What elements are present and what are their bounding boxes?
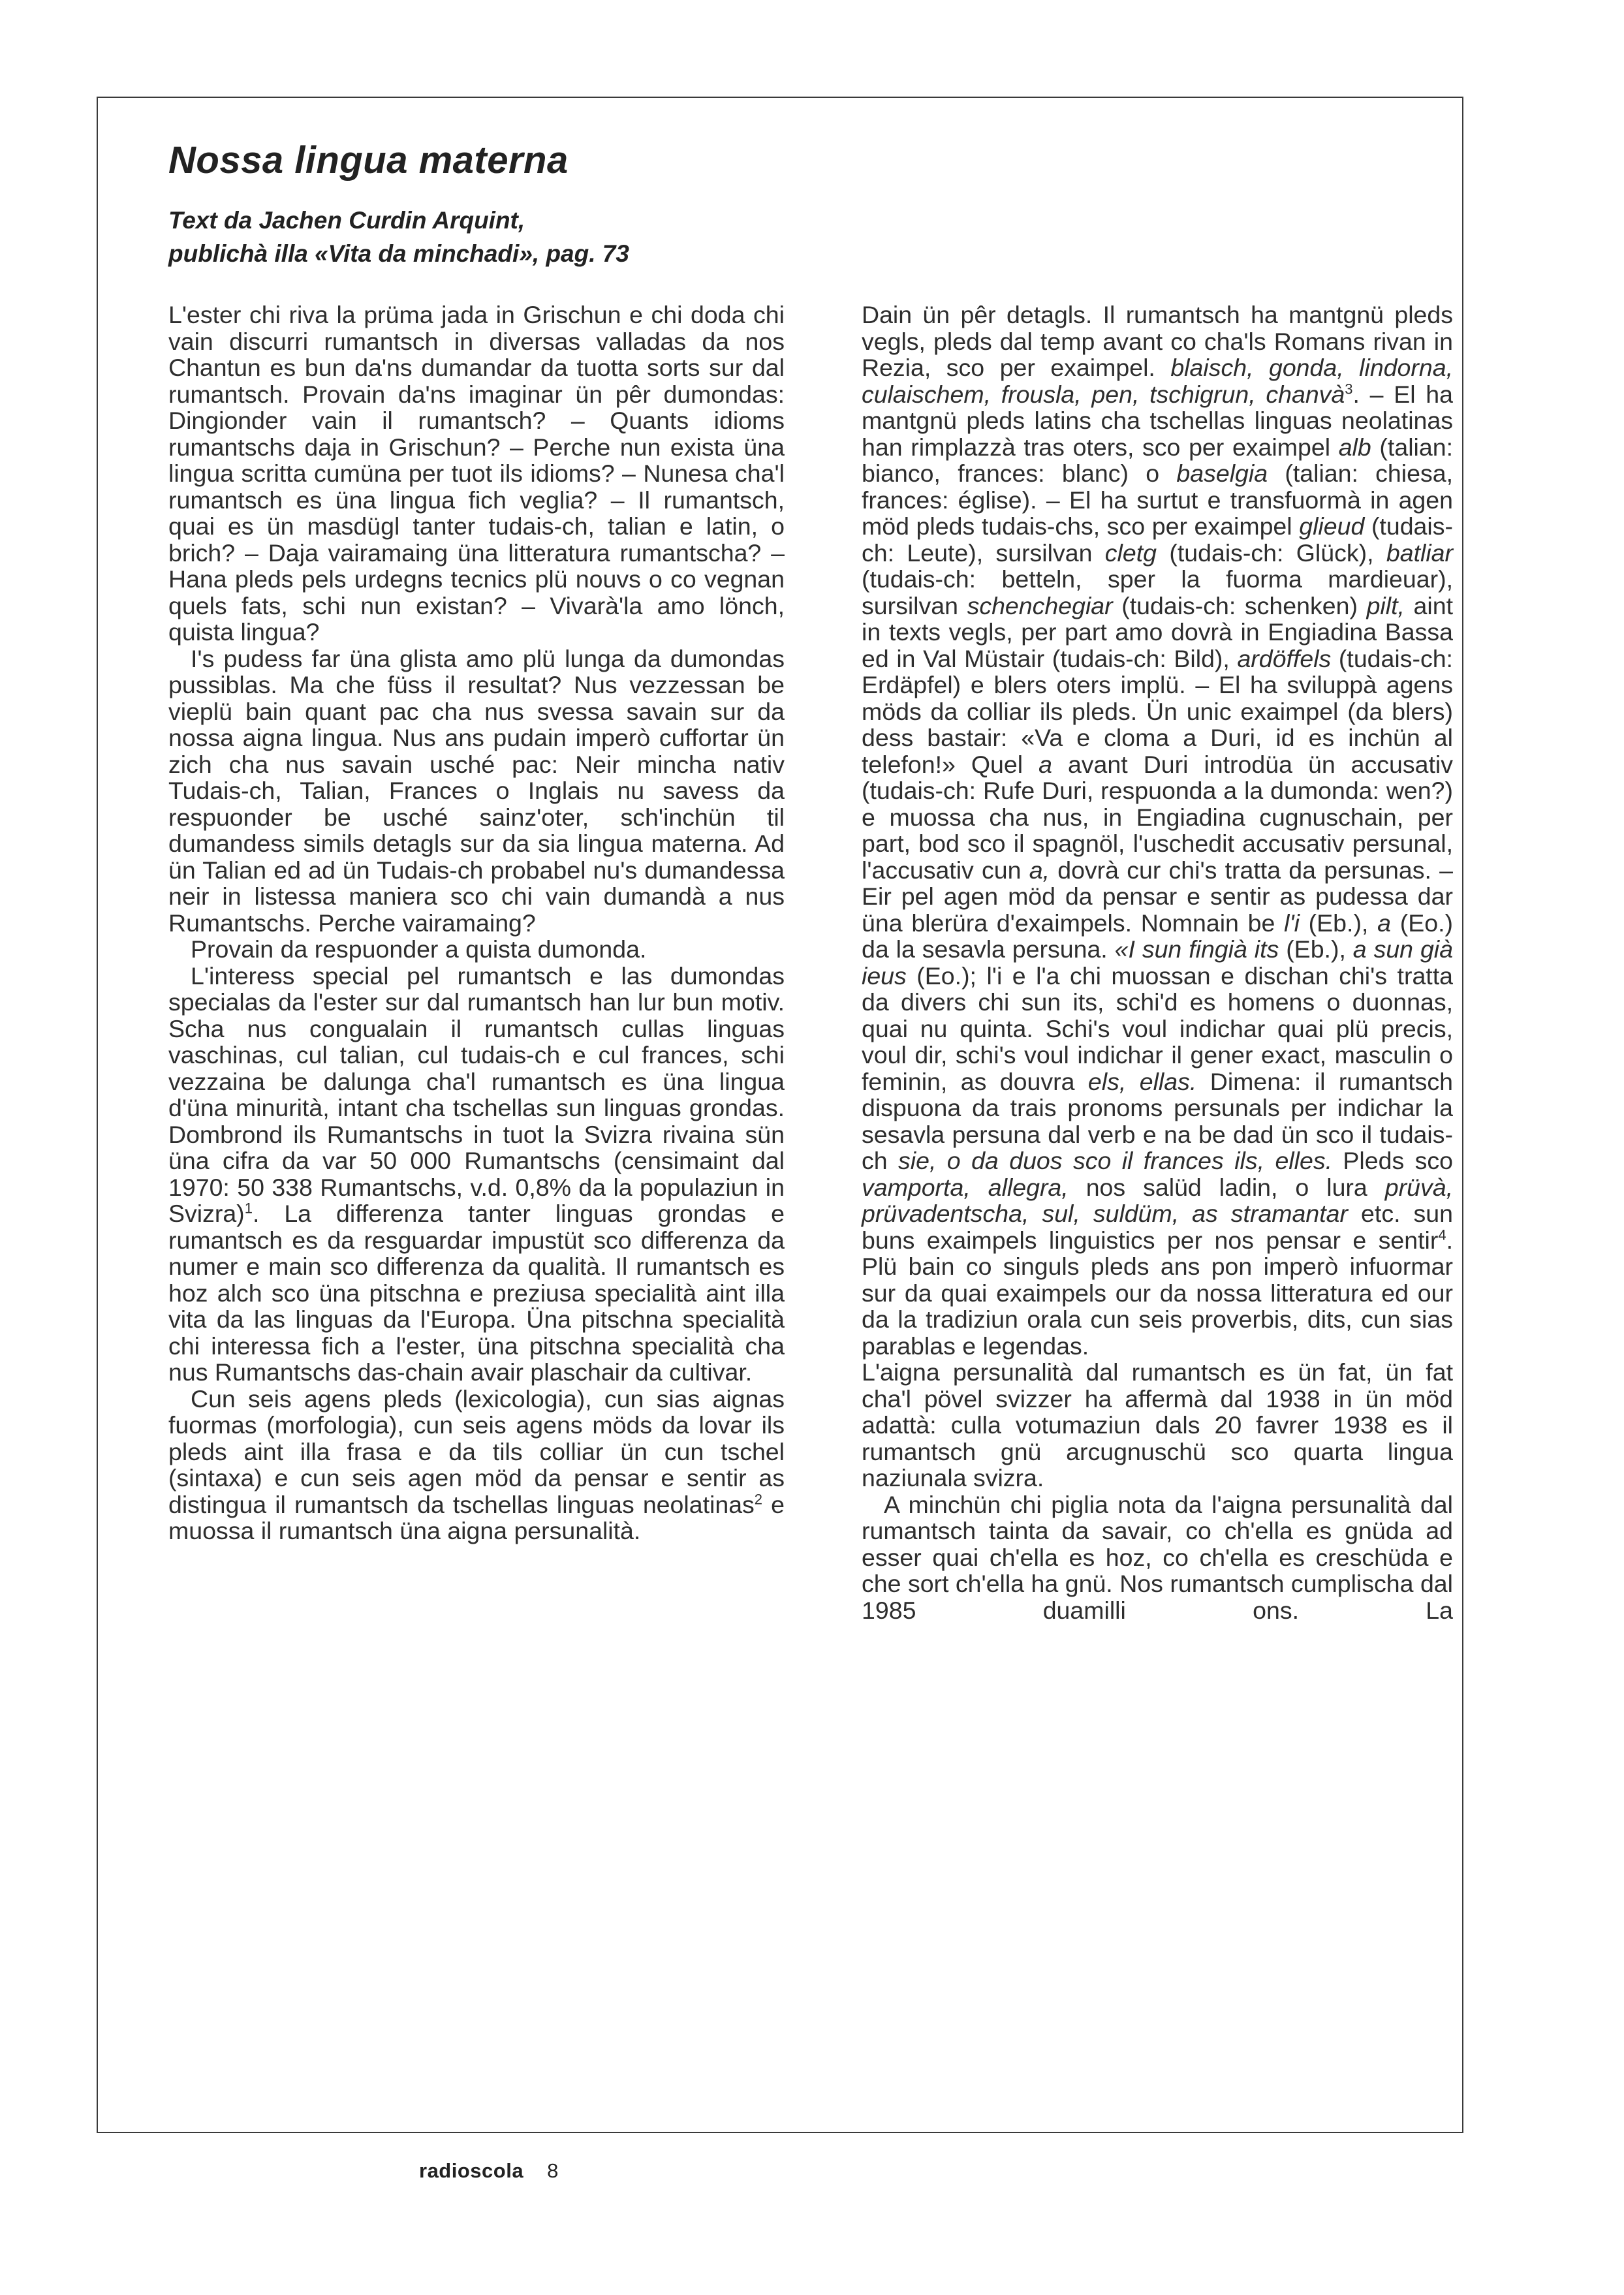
paragraph-text: . La differenza tanter linguas grondas e rumantsch es da resguardar impustüt sco differenza da numer e main sco differenza da qualità. Il rumantsch es hoz alch sco üna pitschna e preziusa specialità aint illa vita da las linguas da l'Europa. Üna pitschna specialità chi interessa fich a l'ester, üna pitschna specialità cha nus Rumantschs das-chain avair plaschair da cultivar. (168, 1200, 785, 1386)
paragraph (862, 302, 1453, 1359)
example-term: l'i (1284, 909, 1300, 937)
example-term: alb (1338, 433, 1371, 461)
example-term: baselgia (1176, 460, 1268, 487)
paragraph-text: dovrà cur chi's tratta da persunas. – Eir pel agen möd da pensar e sentir as pudessa dar üna blerüra d'exaimpels. Nomnain be (862, 856, 1453, 937)
paragraph (168, 963, 785, 1386)
paragraph: L'aigna persunalità dal rumantsch es ün fat, ün fat cha'l pövel svizzer ha affermà dal 1938 in ün möd adattà: culla votumaziun dals 20 favrer 1938 es il rumantsch gnü arcugnuschü sco quarta lingua naziunala svizra. (862, 1358, 1453, 1491)
paragraph-text: (talian: chiesa, frances: église). – El ha surtut e transfuormà in agen möd pleds tudais-chs, sco per exaimpel (862, 460, 1454, 540)
paragraph-text: Cun seis agens pleds (lexicologia), cun sias aignas fuormas (morfologia), cun seis agens möds da lovar ils pleds aint illa frasa e da tils colliar ün cun tschel (sintaxa) e cun seis agen möd da pensar e sentir as distingua il rumantsch da tschellas linguas neolatinas (168, 1384, 785, 1518)
paragraph-text: L'interess special pel rumantsch e las dumondas specialas da l'ester sur dal rumantsch han lur bun motiv. Scha nus congualain il rumantsch cullas linguas vaschinas, cul talian, cul tudais-ch e cul frances, schi vezzaina be dalunga cha'l rumantsch es üna lingua d'üna minurità, intant cha tschellas sun linguas grondas. Dombrond ils Rumantschs in tuot la Svizra rivaina sün üna cifra da var 50 000 Rumantschs (censimaint dal 1970: 50 338 Rumantschs, v.d. 0,8% da la populaziun in Svizra) (168, 961, 785, 1227)
subtitle-line: publichà illa «Vita da minchadi», pag. 73 (168, 240, 629, 267)
example-term: schenchegiar (967, 591, 1113, 619)
paragraph-text: (tudais-ch: Glück), (1157, 539, 1386, 567)
example-term: a, (1029, 856, 1050, 884)
paragraph-text: Dimena: il rumantsch dispuona da trais pronoms persunals per indichar la sesavla persuna dal verb e na be dad ün sco il tudais-ch (862, 1067, 1453, 1174)
paragraph-text: . – El ha mantgnü pleds latins cha tschellas linguas neolatinas han rimplazzà tras oters, sco per exaimpel (862, 380, 1453, 461)
paragraph-text: (Eb.), (1279, 935, 1353, 963)
example-term: a (1038, 750, 1052, 778)
publication-name: radioscola (419, 2159, 524, 2182)
paragraph-text: (tudais-ch: Erdäpfel) e blers oters implü. – El ha sviluppà agens möds da colliar ils pleds. Ün unic exaimpel (da blers) dess bastair: «Va e cloma a Duri, id es inchün al telefon!» Quel (862, 644, 1453, 778)
example-term: els, ellas. (1087, 1067, 1197, 1095)
paragraph-text: (Eo.) da la sesavla persuna. (862, 909, 1453, 963)
example-term: a sun già ieus (862, 935, 1453, 990)
paragraph: A minchün chi piglia nota da l'aigna persunalità dal rumantsch tainta da savair, co ch'ella es gnüda ad esser quai ch'ella es hoz, co ch'ella es creschüda e che sort ch'ella ha gnü. Nos rumantsch cumplischa dal 1985 duamilli ons. La (862, 1490, 1453, 1624)
example-term: sie, o da duos sco il frances ils, elles. (898, 1147, 1332, 1174)
example-term: blaisch, gonda, lindorna, culaischem, frousla, pen, tschigrun, chanvà (862, 354, 1454, 408)
footnote-marker: 1 (244, 1200, 253, 1217)
paragraph-text: (talian: bianco, frances: blanc) o (862, 433, 1453, 487)
footnote-marker: 2 (754, 1491, 763, 1507)
paragraph: Provain da respuonder a quista dumonda. (191, 935, 647, 963)
page-footer (419, 2159, 558, 2183)
example-term: prüvà, prüvadentscha, sul, suldüm, as stramantar (862, 1173, 1453, 1227)
right-column (862, 302, 1453, 1623)
paragraph-text: (tudais-ch: schenken) (1112, 591, 1367, 619)
paragraph (168, 1386, 785, 1544)
paragraph-text: nos salüd ladin, o lura (1068, 1173, 1385, 1201)
left-column (168, 302, 785, 1544)
subtitle-line: Text da Jachen Curdin Arquint, (168, 207, 525, 234)
article-subtitle (168, 204, 821, 270)
paragraph-text: etc. sun buns exaimpels linguistics per nos pensar e sentir (862, 1200, 1453, 1254)
paragraph: L'ester chi riva la prüma jada in Grischun e chi doda chi vain discurri rumantsch in diversas valladas da nos Chantun es bun da'ns dumandar da tuotta sorts sur dal rumantsch. Provain da'ns imaginar ün pêr dumondas: Dingionder vain il rumantsch? – Quants idioms rumantschs daja in Grischun? – Perche nun exista üna lingua scritta cumüna per tuot ils idioms? – Nunesa cha'l rumantsch es üna lingua fich veglia? – Il rumantsch, quai es ün masdügl tanter tudais-ch, talian e latin, o brich? – Daja vairamaing üna litteratura rumantscha? – Hana pleds pels urdegns tecnics plü nouvs o co vegnan quels fats, schi nun existan? – Vivarà'la amo lönch, quista lingua? (168, 301, 785, 646)
article-title: Nossa lingua materna (168, 139, 569, 181)
paragraph-text: (tudais-ch: betteln, sper la fuorma mardieuar), sursilvan (862, 565, 1453, 619)
footnote-marker: 3 (1345, 381, 1353, 397)
example-term: «I sun fingià its (1114, 935, 1279, 963)
page-number: 8 (547, 2159, 559, 2182)
example-term: vamporta, allegra, (862, 1173, 1069, 1201)
paragraph-text: (Eo.); l'i e l'a chi muossan e dischan chi's tratta da divers chi sun its, schi'd es homens o duonnas, quai nu quinta. Schi's voul indichar quai plü precis, voul dir, schi's voul indichar il gener exact, masculin o feminin, as douvra (862, 961, 1453, 1095)
paragraph-text: Pleds sco (1332, 1147, 1453, 1174)
paragraph: I's pudess far üna glista amo plü lunga da dumondas pussiblas. Ma che füss il resultat? Nus vezzessan be vieplü bain quant pac cha nus svessa savain sur da nossa aigna lingua. Nus ans pudain imperò cuffortar ün zich cha nus savain usché pac: Neir mincha nativ Tudais-ch, Talian, Frances o Inglais nu savess da respuonder be usché sainz'oter, sch'inchün til dumandess simils detagls sur da sia lingua materna. Ad ün Talian ed ad ün Tudais-ch probabel nu's dumandessa neir in listessa maniera sco chi vain dumandà a nus Rumantschs. Perche vairamaing? (168, 644, 785, 937)
paragraph-text: (tudais-ch: Leute), sursilvan (862, 512, 1453, 567)
example-term: pilt, (1366, 591, 1405, 619)
example-term: batliar (1386, 539, 1453, 567)
paragraph-text: . Plü bain co singuls pleds ans pon imperò infuormar sur da quai exaimpels our da nossa litteratura ed our da la tradiziun orala cun seis proverbis, dits, cun sias parablas e legendas. (862, 1226, 1453, 1360)
paragraph-text: Dain ün pêr detagls. Il rumantsch ha mantgnü pleds vegls, pleds dal temp avant co cha'ls Romans rivan in Rezia, sco per exaimpel. (862, 301, 1453, 381)
paragraph-text: aint in texts vegls, per part amo dovrà in Engiadina Bassa ed in Val Müstair (tudais-ch: Bild), (862, 591, 1453, 672)
example-term: ardöffels (1237, 644, 1332, 672)
paragraph-text: e muossa il rumantsch üna aigna persunalità. (168, 1490, 785, 1544)
paragraph-text: (Eb.), (1299, 909, 1378, 937)
footnote-marker: 4 (1438, 1226, 1446, 1243)
example-term: glieud (1299, 512, 1365, 540)
example-term: cletg (1104, 539, 1157, 567)
paragraph-text: avant Duri introdüa ün accusativ (tudais-ch: Rufe Duri, respuonda a la dumonda: wen?) e muossa cha nus, in Engiadina cugnuschain, per part, bod sco il spagnöl, l'uschedit accusativ persunal, l'accusativ cun (862, 750, 1453, 884)
example-term: a (1377, 909, 1391, 937)
